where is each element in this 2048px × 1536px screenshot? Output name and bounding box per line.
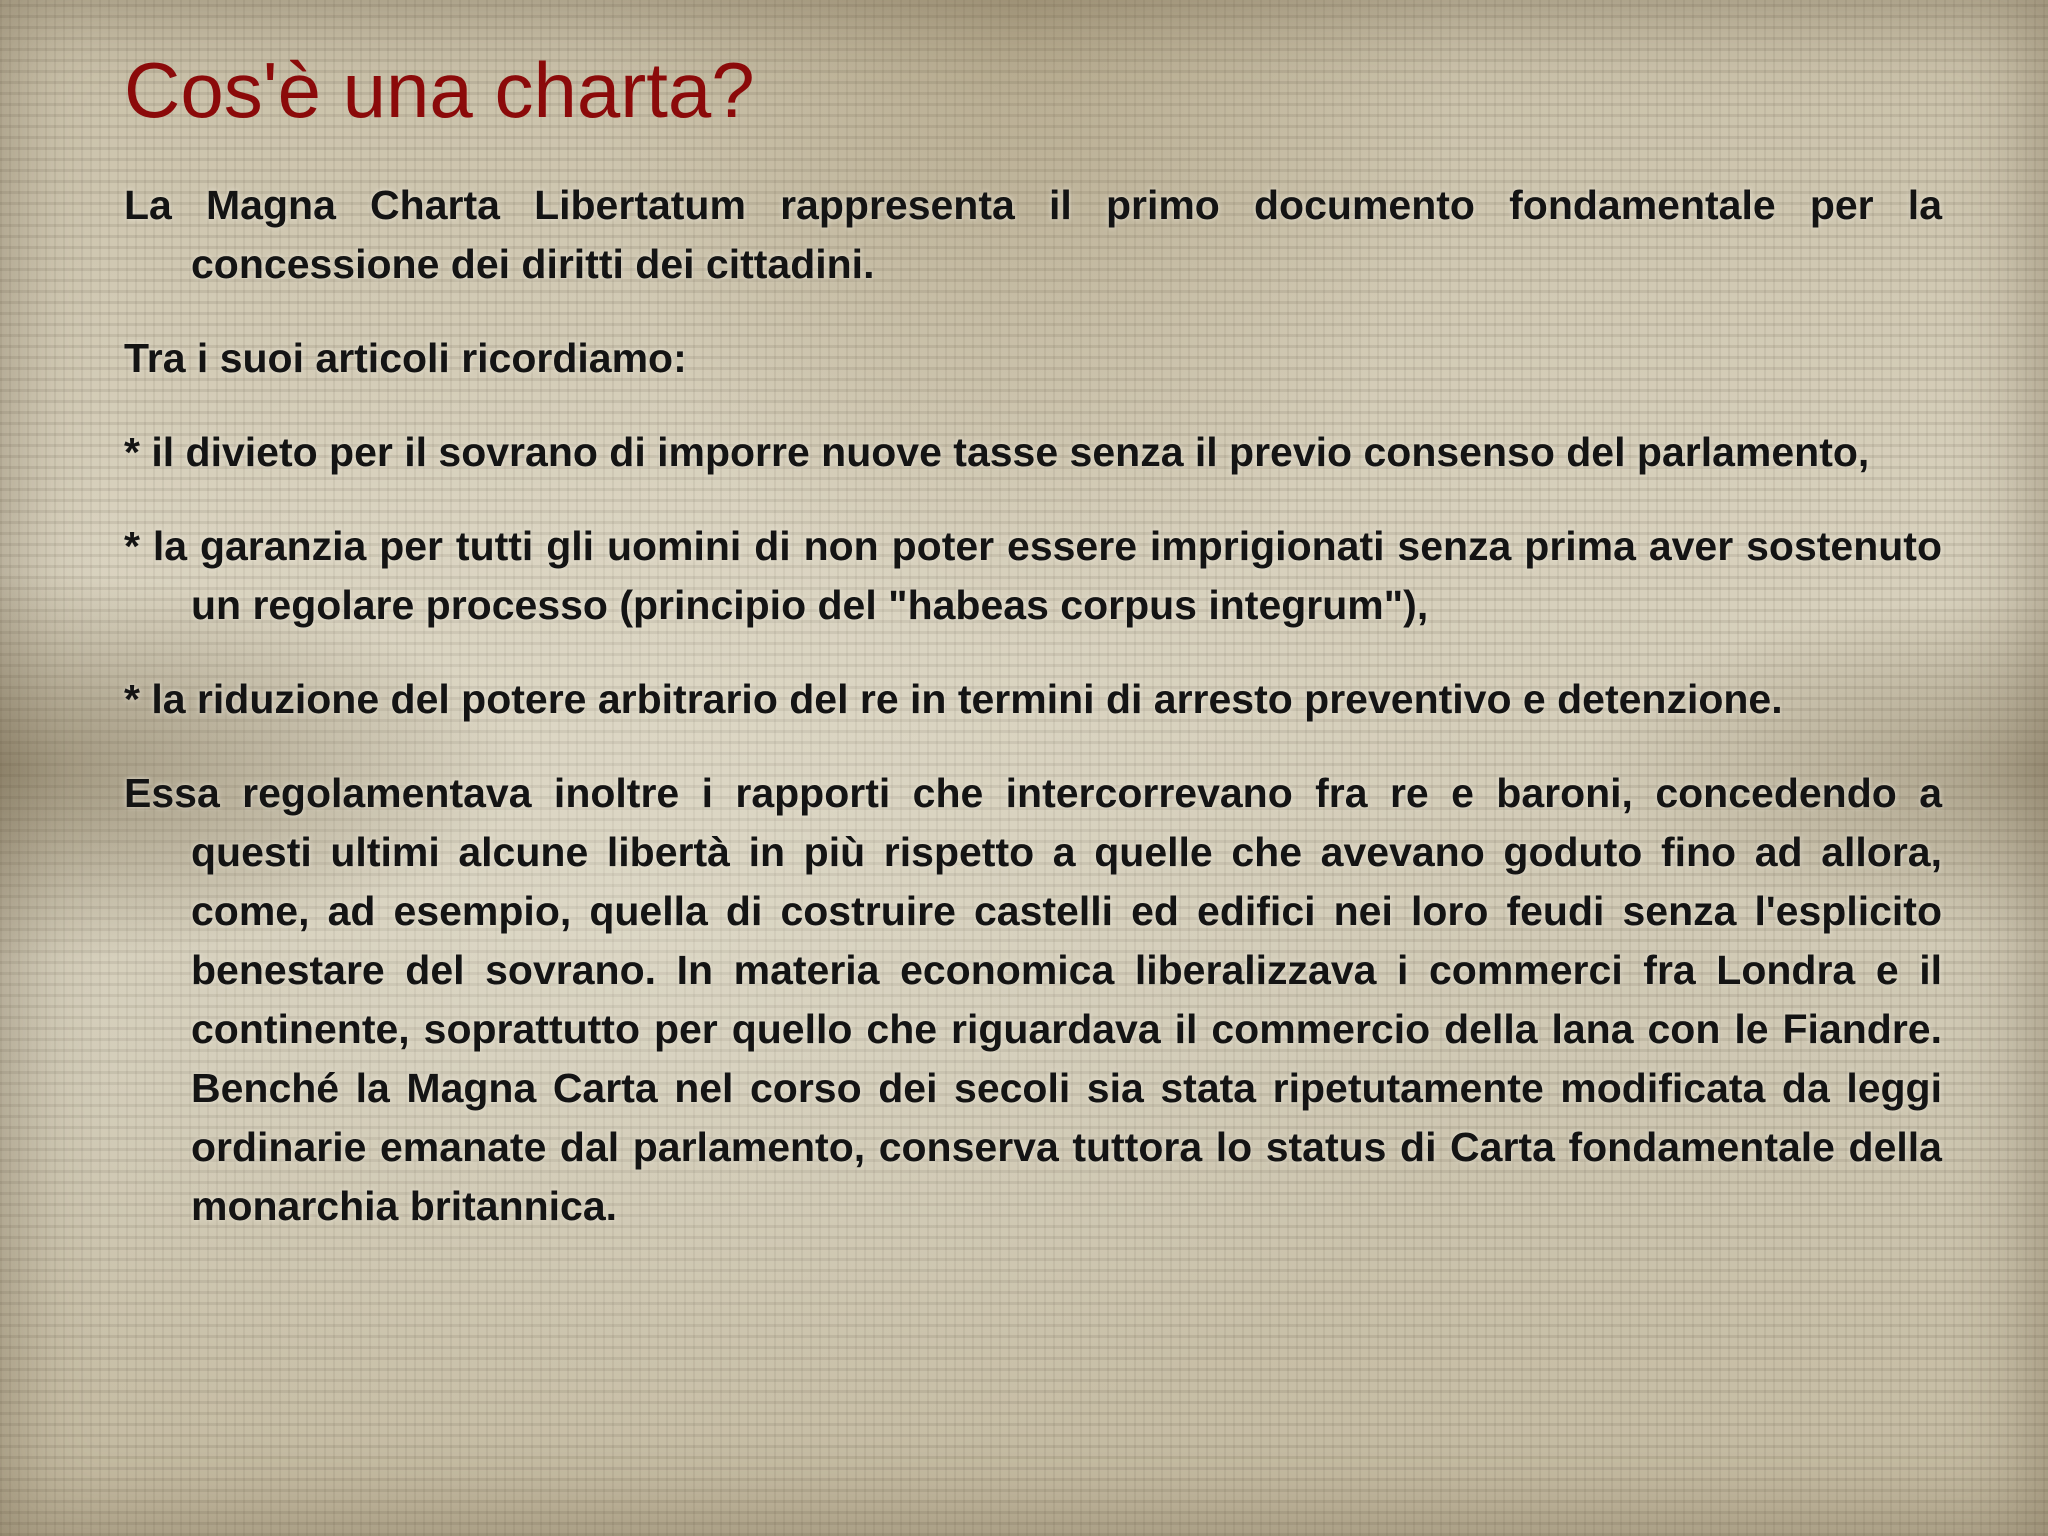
slide-title: Cos'è una charta? xyxy=(124,46,755,134)
paragraph-barons-economy: Essa regolamentava inoltre i rapporti che intercorrevano fra re e baroni, concedendo a questi ultimi alcune libertà in più rispetto a quelle che avevano goduto fino ad allora, come, ad esempio, quella di costruire castelli ed edifici nei loro feudi senza l'esplicito benestare del sovrano. In materia economica liberalizzava i commerci fra Londra e il continente, soprattutto per quello che riguardava il commercio della lana con le Fiandre. Benché la Magna Carta nel corso dei secoli sia stata ripetutamente modificata da leggi ordinarie emanate dal parlamento, conserva tuttora lo status di Carta fondamentale della monarchia britannica. xyxy=(124,770,1942,1229)
slide-body xyxy=(124,176,1942,1271)
paragraph-articles-heading: Tra i suoi articoli ricordiamo: xyxy=(124,335,687,381)
bullet-habeas-corpus: * la garanzia per tutti gli uomini di non poter essere imprigionati senza prima aver sostenuto un regolare processo (principio del "habeas corpus integrum"), xyxy=(124,523,1942,628)
bullet-arbitrary-power: * la riduzione del potere arbitrario del re in termini di arresto preventivo e detenzione. xyxy=(124,676,1783,722)
bullet-taxes: * il divieto per il sovrano di imporre nuove tasse senza il previo consenso del parlamento, xyxy=(124,429,1870,475)
paragraph-intro: La Magna Charta Libertatum rappresenta il primo documento fondamentale per la concessione dei diritti dei cittadini. xyxy=(124,182,1942,287)
